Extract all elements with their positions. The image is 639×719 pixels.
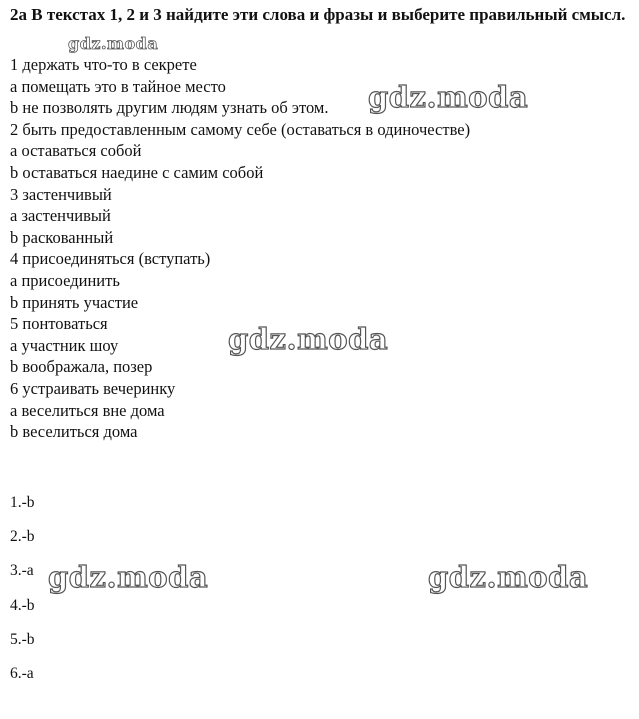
list-item: b веселиться дома [10, 422, 138, 442]
list-item: 4 присоединяться (вступать) [10, 249, 211, 269]
list-item: 6 устраивать вечеринку [10, 378, 176, 398]
answer-item: 6.-a [10, 665, 34, 683]
list-item: 5 понтоваться [10, 314, 108, 334]
list-item: 3 застенчивый [10, 184, 112, 204]
list-item: 2 быть предоставленным самому себе (оставаться в одиночестве) [10, 119, 471, 139]
list-item: a участник шоу [10, 335, 119, 355]
list-item: b раскованный [10, 227, 114, 247]
watermark: gdz.moda [228, 322, 389, 356]
list-item: a застенчивый [10, 206, 111, 226]
answer-item: 4.-b [10, 596, 35, 614]
list-item: a помещать это в тайное место [10, 76, 226, 96]
watermark: gdz.moda [68, 34, 159, 53]
answer-item: 2.-b [10, 528, 35, 546]
list-item: 1 держать что-то в секрете [10, 55, 197, 74]
list-item: a присоединить [10, 270, 120, 290]
answer-list [10, 486, 35, 691]
watermark: gdz.moda [48, 560, 209, 594]
list-item: a веселиться вне дома [10, 400, 165, 420]
watermark: gdz.moda [428, 560, 589, 594]
answer-item: 1.-b [10, 494, 35, 511]
list-item: b не позволять другим людям узнать об этом. [10, 98, 329, 118]
watermark: gdz.moda [368, 80, 529, 114]
list-item: b воображала, позер [10, 357, 153, 377]
answer-item: 5.-b [10, 630, 35, 648]
answer-item: 3.-a [10, 562, 34, 580]
task-title: 2а В текстах 1, 2 и 3 найдите эти слова и фразы и выберите правильный смысл. [10, 5, 626, 24]
list-item: b принять участие [10, 292, 139, 312]
word-meaning-list [10, 54, 470, 443]
list-item: a оставаться собой [10, 141, 142, 161]
list-item: b оставаться наедине с самим собой [10, 162, 264, 182]
